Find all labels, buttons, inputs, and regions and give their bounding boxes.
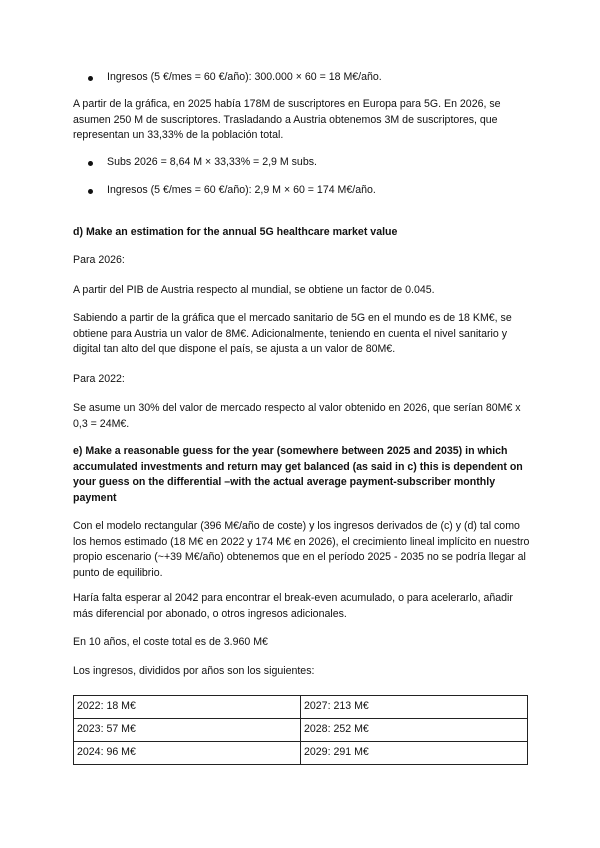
paragraph-europe: A partir de la gráfica, en 2025 había 178M de suscriptores en Europa para 5G. En 2026, se asumen 250 M de suscriptores. Trasladando a Austria obtenemos 3M de suscriptores, que representan un 33,33% de la población total. [73, 98, 501, 141]
table-cell: 2022: 18 M€ [74, 696, 301, 719]
table-row [74, 696, 528, 719]
paragraph-ingresos: Los ingresos, divididos por años son los siguientes: [73, 665, 315, 677]
table-cell: 2029: 291 M€ [301, 742, 528, 765]
label-2026: Para 2026: [73, 254, 125, 266]
paragraph-modelo: Con el modelo rectangular (396 M€/año de coste) y los ingresos derivados de (c) y (d) tal como los hemos estimado (18 M€ en 2022 y 174 M€ en 2026), el crecimiento lineal implícito en nuestro propio escenario (~+39 M€/año) obtenemos que en el período 2025 - 2035 no se podría llegar al punto de equilibrio. [73, 520, 530, 579]
revenue-table [73, 695, 528, 765]
table-row [74, 719, 528, 742]
table-cell: 2027: 213 M€ [301, 696, 528, 719]
paragraph-2042: Haría falta esperar al 2042 para encontrar el break-even acumulado, o para acelerarlo, añadir más diferencial por abonado, o otros ingresos adicionales. [73, 592, 513, 620]
bullet-dot [88, 76, 93, 81]
bullet-dot [88, 189, 93, 194]
table-cell: 2024: 96 M€ [74, 742, 301, 765]
table-cell: 2028: 252 M€ [301, 719, 528, 742]
heading-d: d) Make an estimation for the annual 5G healthcare market value [73, 226, 398, 238]
bullet-text: Ingresos (5 €/mes = 60 €/año): 300.000 × 60 = 18 M€/año. [107, 71, 382, 83]
bullet-text: Subs 2026 = 8,64 M × 33,33% = 2,9 M subs. [107, 156, 317, 168]
table-cell: 2023: 57 M€ [74, 719, 301, 742]
heading-e: e) Make a reasonable guess for the year (somewhere between 2025 and 2035) in which accumulated investments and return may get balanced (as said in c) this is dependent on your guess on the differential –with the actual average payment-subscriber monthly payment [73, 445, 523, 504]
table-row [74, 742, 528, 765]
bullet-text: Ingresos (5 €/mes = 60 €/año): 2,9 M × 60 = 174 M€/año. [107, 184, 376, 196]
bullet-dot [88, 161, 93, 166]
paragraph-coste: En 10 años, el coste total es de 3.960 M€ [73, 636, 268, 648]
paragraph-pib: A partir del PIB de Austria respecto al mundial, se obtiene un factor de 0.045. [73, 284, 435, 296]
label-2022: Para 2022: [73, 373, 125, 385]
paragraph-sanitario: Sabiendo a partir de la gráfica que el mercado sanitario de 5G en el mundo es de 18 KM€, se obtiene para Austria un valor de 8M€. Adicionalmente, teniendo en cuenta el nivel sanitario y digital tan alto del que dispone el país, se ajusta a un valor de 80M€. [73, 312, 512, 355]
paragraph-2022: Se asume un 30% del valor de mercado respecto al valor obtenido en 2026, que serían 80M€ x 0,3 = 24M€. [73, 402, 521, 430]
